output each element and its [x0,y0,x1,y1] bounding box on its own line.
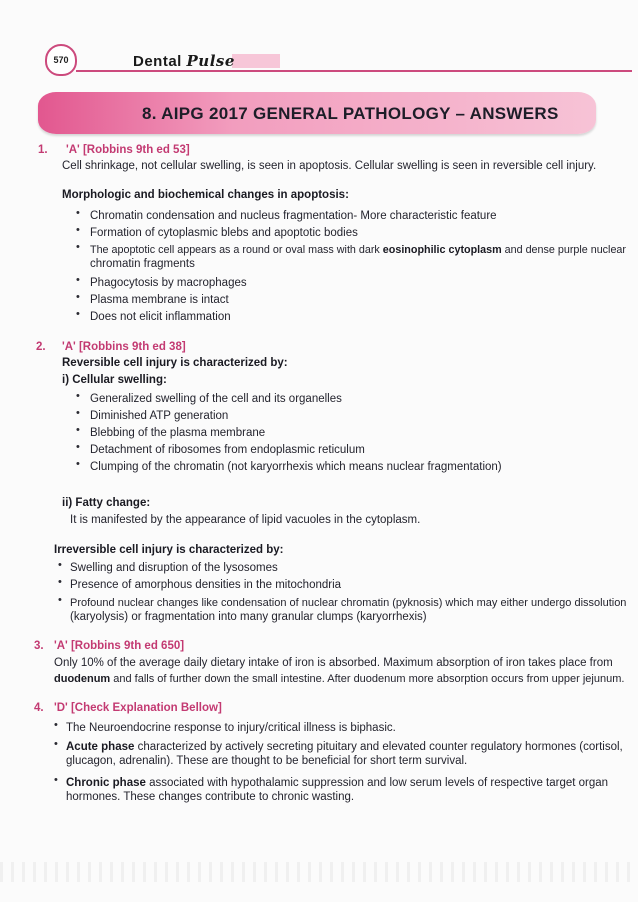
q2-irreversible-3-cont: (karyolysis) or fragmentation into many granular clumps (karyorrhexis) [70,611,427,623]
q1-explanation: Cell shrinkage, not cellular swelling, is seen in apoptosis. Cellular swelling is seen in reversible cell injury. [62,160,597,172]
bullet-icon: • [76,207,80,219]
answer-1: 'A' [Robbins 9th ed 53] [66,144,190,156]
q3-line-1: Only 10% of the average daily dietary intake of iron is absorbed. Maximum absorption of iron takes place from [54,657,613,669]
question-number-2: 2. [36,341,46,353]
q2-irreversible-2: Presence of amorphous densities in the mitochondria [70,579,342,591]
q1-b3-pre: The apoptotic cell appears as a round or oval mass with dark [90,244,383,256]
q1-b3-bold: eosinophilic cytoplasm [382,244,502,256]
bullet-icon: • [76,424,80,436]
bullet-icon: • [54,719,58,731]
q3-line-2 [54,672,624,687]
header-brand [133,52,235,70]
q1-bullet-2: Formation of cytoplasmic blebs and apoptotic bodies [90,227,358,239]
q2-bullet-1: Generalized swelling of the cell and its organelles [90,393,342,405]
bullet-icon: • [58,594,62,606]
q1-bullet-6: Does not elicit inflammation [90,311,231,323]
bullet-icon: • [76,407,80,419]
q2-bullet-3: Blebbing of the plasma membrane [90,427,266,439]
q3-line-2-rest: and falls of further down the small intestine. After duodenum more absorption occurs from upper jejunum. [110,673,625,685]
q1-b3-post: and dense purple nuclear [501,244,626,256]
brand-script: Pulse [186,52,235,70]
question-number-1: 1. [38,144,48,156]
q2-sub-1: i) Cellular swelling: [62,374,167,386]
q2-bullet-4: Detachment of ribosomes from endoplasmic reticulum [90,444,365,456]
q4-bullet-2-cont: glucagon, adrenalin). These are thought to be beneficial for short term survival. [66,755,468,767]
q2-bullet-5: Clumping of the chromatin (not karyorrhexis which means nuclear fragmentation) [90,461,502,473]
bullet-icon: • [58,576,62,588]
answer-4: 'D' [Check Explanation Bellow] [54,702,222,714]
bullet-icon: • [76,274,80,286]
q1-bullet-1: Chromatin condensation and nucleus fragmentation- More characteristic feature [90,210,497,222]
bullet-icon: • [76,458,80,470]
answer-3: 'A' [Robbins 9th ed 650] [54,640,185,652]
bullet-icon: • [76,224,80,236]
bullet-icon: • [76,241,80,253]
bullet-icon: • [76,308,80,320]
brand-prefix: Dental [133,53,187,70]
question-number-4: 4. [34,702,44,714]
q1-bullet-4: Phagocytosis by macrophages [90,277,247,289]
q3-duodenum: duodenum [54,673,111,685]
q2-irreversible-1: Swelling and disruption of the lysosomes [70,562,278,574]
footer-band [0,862,638,882]
bullet-icon: • [58,559,62,571]
q4-bullet-3-cont: hormones. These changes contribute to chronic wasting. [66,791,355,803]
q4-bullet-3 [66,776,608,791]
q2-irreversible-3: Profound nuclear changes like condensation of nuclear chromatin (pyknosis) which may either undergo dissolution [70,597,627,609]
q2-heading-2: Irreversible cell injury is characterized by: [54,544,284,556]
q2-bullet-2: Diminished ATP generation [90,410,229,422]
q4-b2-rest: characterized by actively secreting pituitary and elevated counter regulatory hormones (cortisol, [134,741,623,753]
question-number-3: 3. [34,640,44,652]
bullet-icon: • [76,390,80,402]
q1-bullet-3 [90,243,626,258]
q4-acute-phase: Acute phase [66,741,135,753]
q4-chronic-phase: Chronic phase [66,777,146,789]
q2-sub-2-text: It is manifested by the appearance of lipid vacuoles in the cytoplasm. [70,514,421,526]
header-tab-decoration [232,54,280,68]
page-number-badge: 570 [45,44,77,76]
answer-2: 'A' [Robbins 9th ed 38] [62,341,186,353]
q4-bullet-2 [66,740,623,755]
bullet-icon: • [76,291,80,303]
bullet-icon: • [76,441,80,453]
q2-sub-2: ii) Fatty change: [62,497,151,509]
q1-bullet-5: Plasma membrane is intact [90,294,229,306]
page-title: 8. AIPG 2017 GENERAL PATHOLOGY – ANSWERS [142,104,559,123]
q4-b3-rest: associated with hypothalamic suppression and low serum levels of respective target organ [145,777,609,789]
header-rule [76,70,632,72]
bullet-icon: • [54,774,58,786]
q2-heading: Reversible cell injury is characterized by: [62,357,288,369]
q1-heading: Morphologic and biochemical changes in apoptosis: [62,189,349,201]
bullet-icon: • [54,738,58,750]
q4-bullet-1: The Neuroendocrine response to injury/critical illness is biphasic. [66,722,396,734]
q1-bullet-3-cont: chromatin fragments [90,258,195,270]
